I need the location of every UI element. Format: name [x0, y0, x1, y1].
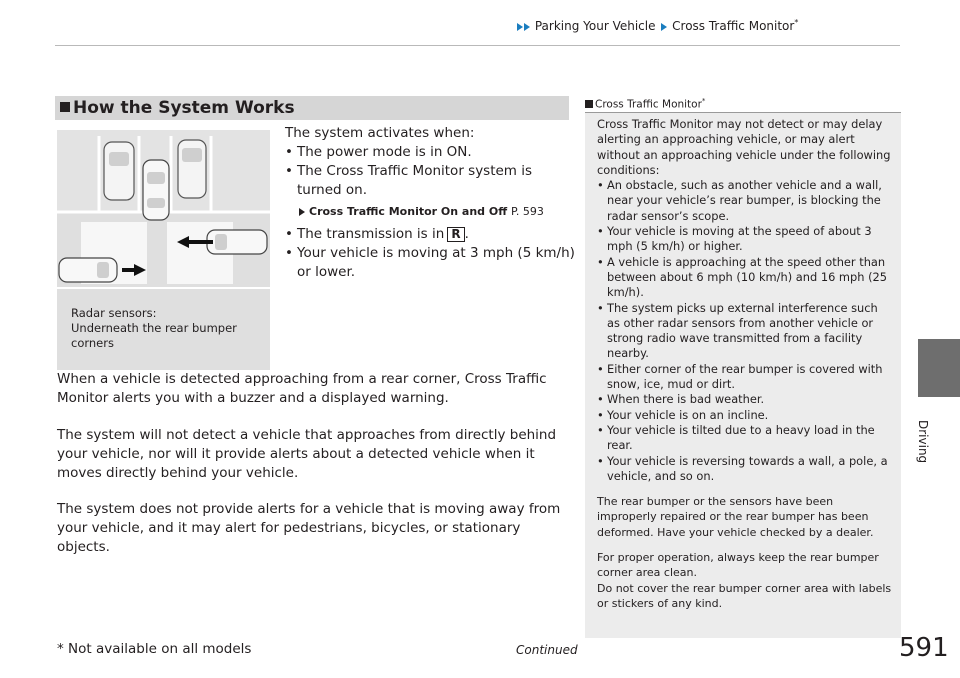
breadcrumb-current: Cross Traffic Monitor: [672, 19, 795, 33]
activation-intro: The system activates when:: [285, 125, 475, 141]
list-item: • An obstacle, such as another vehicle and a wall, near your vehicle’s rear bumper, is blocking the radar sensor’s scope.: [597, 178, 893, 224]
activation-list: [285, 143, 575, 200]
reference-arrow-icon: [299, 208, 305, 216]
square-bullet-icon: [60, 102, 70, 112]
note-line: For proper operation, always keep the rear bumper corner area clean.: [597, 551, 879, 580]
page-number: 591: [899, 633, 949, 663]
header-divider: [55, 45, 900, 46]
note-line: Do not cover the rear bumper corner area with labels or stickers of any kind.: [597, 581, 892, 610]
activation-list: [285, 225, 575, 282]
note-marker-icon: [585, 100, 593, 108]
section-title: [60, 98, 295, 118]
list-item: • Your vehicle is tilted due to a heavy load in the rear.: [597, 423, 893, 454]
parking-diagram: [57, 130, 270, 370]
reference-title: Cross Traffic Monitor On and Off: [309, 205, 508, 218]
gear-r-icon: R: [447, 227, 464, 242]
note-intro: Cross Traffic Monitor may not detect or may delay alerting an approaching vehicle, or may alert without an approaching vehicle under the following conditions:: [597, 117, 891, 177]
section-title-text: How the System Works: [73, 98, 295, 118]
list-item: • Your vehicle is reversing towards a wall, a pole, a vehicle, and so on.: [597, 454, 893, 485]
breadcrumb-parent[interactable]: Parking Your Vehicle: [534, 19, 656, 33]
body-paragraph: The system does not provide alerts for a vehicle that is moving away from your vehicle, and it may alert for pedestrians, bicycles, or stationary objects.: [57, 501, 561, 555]
list-item: • When there is bad weather.: [597, 392, 893, 407]
body-paragraph: When a vehicle is detected approaching from a rear corner, Cross Traffic Monitor alerts you with a buzzer and a displayed warning.: [57, 371, 547, 406]
list-item: • Your vehicle is moving at the speed of about 3 mph (5 km/h) or higher.: [597, 224, 893, 255]
breadcrumb: [517, 18, 798, 33]
figure-caption-line: Underneath the rear bumper corners: [71, 321, 237, 350]
cross-reference-link[interactable]: [285, 202, 575, 221]
continued-label: Continued: [516, 643, 578, 657]
note-body: [597, 117, 893, 611]
arrow-right-icon: [661, 23, 667, 31]
list-item: • Your vehicle is on an incline.: [597, 408, 893, 423]
reference-page: P. 593: [511, 205, 544, 218]
arrow-right-icon: [524, 23, 530, 31]
body-paragraph: The system will not detect a vehicle that approaches from directly behind your vehicle, nor will it provide alerts about a detected vehicle when it moves directly behind your vehicle.: [57, 427, 557, 481]
list-item: • Your vehicle is moving at 3 mph (5 km/h) or lower.: [285, 244, 575, 282]
note-list: [597, 178, 893, 484]
asterisk: *: [794, 18, 799, 27]
figure-caption-line: Radar sensors:: [71, 306, 157, 320]
arrow-right-icon: [517, 23, 523, 31]
figure-caption: [71, 306, 261, 351]
note-header: [585, 97, 901, 113]
asterisk: *: [701, 97, 706, 105]
activation-conditions: [285, 124, 575, 282]
chapter-tab[interactable]: [918, 339, 960, 397]
list-item: [285, 225, 575, 244]
note-title: Cross Traffic Monitor: [595, 98, 702, 111]
list-item: • Either corner of the rear bumper is covered with snow, ice, mud or dirt.: [597, 362, 893, 393]
note-paragraph: [597, 550, 893, 611]
list-item: • A vehicle is approaching at the speed other than between about 6 mph (10 km/h) and 16 mph (25 km/h).: [597, 255, 893, 301]
note-paragraph: The rear bumper or the sensors have been improperly repaired or the rear bumper has been deformed. Have your vehicle checked by a dealer.: [597, 495, 874, 539]
list-item: • The Cross Traffic Monitor system is turned on.: [285, 162, 575, 200]
footnote: * Not available on all models: [57, 641, 252, 657]
list-item-period: .: [464, 226, 469, 242]
list-item-text: The transmission is in: [297, 226, 445, 242]
chapter-tab-label: Driving: [916, 420, 930, 464]
list-item: • The power mode is in ON.: [285, 143, 575, 162]
list-item: • The system picks up external interference such as other radar sensors from another vehicle or strong radio wave transmitted from a facility nearby.: [597, 301, 893, 362]
